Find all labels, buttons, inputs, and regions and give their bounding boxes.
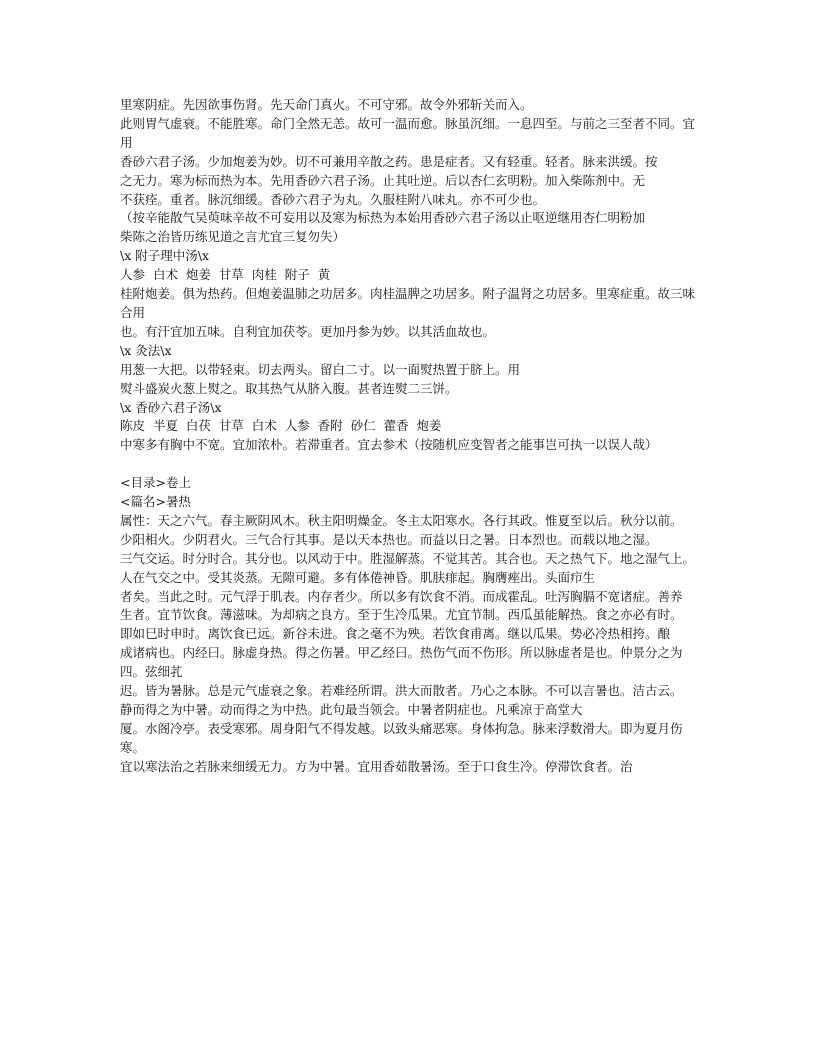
formula-heading: \x 香砂六君子汤\x <box>120 399 222 415</box>
text-line: 三气交运。时分时合。其分也。以风动于中。胜湿解蒸。不觉其苦。其合也。天之热气下。地之湿气上。 <box>120 550 696 566</box>
text-line: 香砂六君子汤。少加炮姜为妙。切不可兼用辛散之药。患是症者。又有轻重。轻者。脉来洪缓。按 <box>120 153 658 169</box>
text-line: 宜以寒法治之若脉来细缓无力。方为中暑。宜用香茹散暑汤。至于口食生冷。停滞饮食者。治 <box>120 758 633 774</box>
text-line: 属性：天之六气。春主厥阴风木。秋主阳明燥金。冬主太阳寒水。各行其政。惟夏至以后。秋分以前。 <box>120 512 683 528</box>
document-page <box>120 96 700 777</box>
text-line: 此则胃气虚衰。不能胜寒。命门全然无恙。故可一温而愈。脉虽沉细。一息四至。与前之三至者不同。宜用 <box>120 115 696 150</box>
commentary-line: （按辛能散气吴萸味辛故不可妄用以及寒为标热为本始用香砂六君子汤以止呕逆继用杏仁明粉加 <box>120 210 646 226</box>
ingredient-list: 陈皮 半夏 白茯 甘草 白术 人参 香附 砂仁 藿香 炮姜 <box>120 418 442 434</box>
commentary-line: 柴陈之治皆历练见道之言尤宜三复勿失） <box>120 229 346 245</box>
text-line: 不获痊。重者。脉沉细缓。香砂六君子为丸。久服桂附八味丸。亦不可少也。 <box>120 191 546 207</box>
text-line: 也。有汗宜加五味。自利宜加茯苓。更加丹参为妙。以其活血故也。 <box>120 323 496 339</box>
section-summer-heat <box>120 474 700 777</box>
text-line: 迟。皆为暑脉。总是元气虚衰之象。若难经所谓。洪大而散者。乃心之本脉。不可以言暑也。洁古云。 <box>120 683 683 699</box>
ingredient-list: 人参 白术 炮姜 甘草 肉桂 附子 黄 <box>120 267 331 283</box>
text-line: 中寒多有胸中不宽。宜加浓朴。若滞重者。宜去参术（按随机应变智者之能事岂可执一以误人哉） <box>120 437 658 453</box>
text-line: 人在气交之中。受其炎蒸。无隙可避。多有体倦神昏。肌肤痱起。胸膺痤出。头面疖生 <box>120 569 596 585</box>
text-line: 少阳相火。少阴君火。三气合行其事。是以天本热也。而益以日之暑。日本烈也。而载以地之湿。 <box>120 531 658 547</box>
text-line: 里寒阴症。先因欲事伤肾。先天命门真火。不可守邪。故令外邪斩关而入。 <box>120 97 533 112</box>
text-line: 成诸病也。内经曰。脉虚身热。得之伤暑。甲乙经曰。热伤气而不伤形。所以脉虚者是也。仲景分之为四。弦细芤 <box>120 645 683 680</box>
text-line: 用葱一大把。以带轻束。切去两头。留白二寸。以一面熨热置于脐上。用 <box>120 361 521 377</box>
text-line: 厦。水阁冷亭。表受寒邪。周身阳气不得发越。以致头痛恶寒。身体拘急。脉来浮数滑大。即为夏月伤寒。 <box>120 720 683 755</box>
formula-heading: \x 灸法\x <box>120 342 172 358</box>
section-cold-syndrome <box>120 96 700 455</box>
formula-heading: \x 附子理中汤\x <box>120 248 209 264</box>
text-line: 生者。宜节饮食。薄滋味。为却病之良方。至于生冷瓜果。尤宜节制。西瓜虽能解热。食之亦必有时。 <box>120 607 683 623</box>
text-line: 熨斗盛炭火葱上熨之。取其热气从脐入腹。甚者连熨二三饼。 <box>120 380 458 396</box>
text-line: 静而得之为中暑。动而得之为中热。此句最当领会。中暑者阴症也。凡乘凉于高堂大 <box>120 701 583 717</box>
text-line: 桂附炮姜。俱为热药。但炮姜温肺之功居多。肉桂温脾之功居多。附子温肾之功居多。里寒症重。故三味合用 <box>120 286 696 320</box>
text-line: 者矣。当此之时。元气浮于肌表。内存者少。所以多有饮食不消。而成霍乱。吐泻胸膈不宽诸症。善养 <box>120 588 683 604</box>
text-line: 即如巳时申时。离饮食已远。新谷未进。食之毫不为殃。若饮食甫离。继以瓜果。势必冷热相挎。酿 <box>120 626 671 642</box>
paragraph-gap <box>120 455 700 474</box>
chapter-title: <篇名>暑热 <box>120 494 191 510</box>
catalog-heading: <目录>卷上 <box>120 475 191 491</box>
text-line: 之无力。寒为标而热为本。先用香砂六君子汤。止其吐逆。后以杏仁玄明粉。加入柴陈剂中。无 <box>120 172 646 188</box>
